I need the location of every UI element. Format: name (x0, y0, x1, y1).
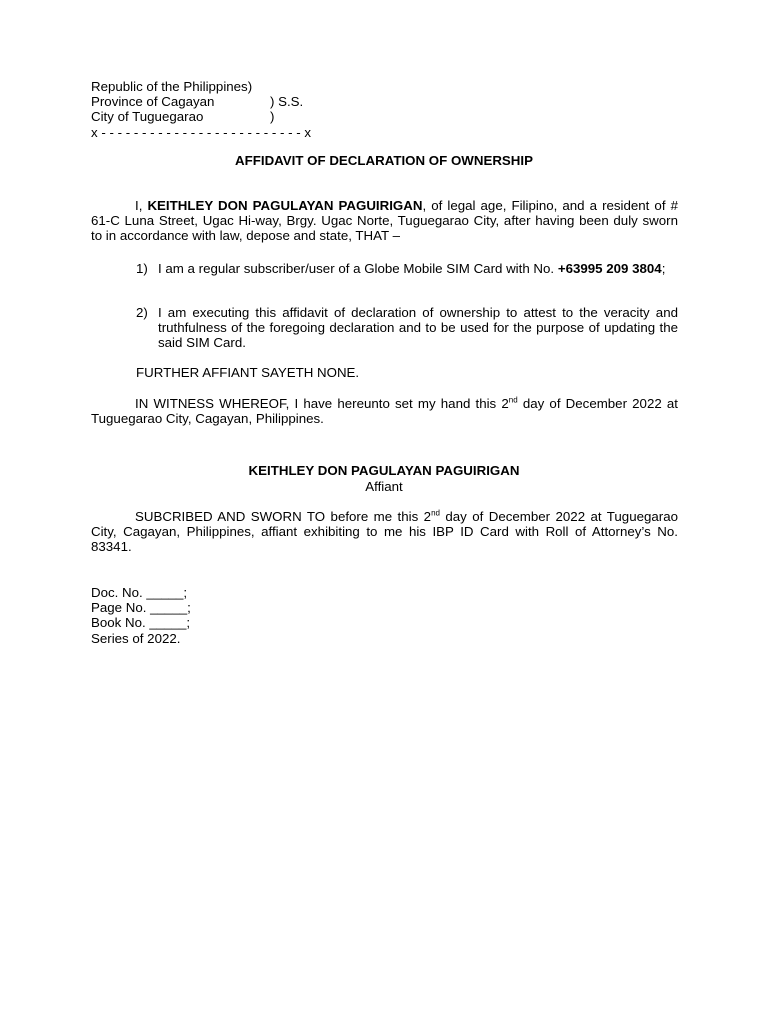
doc-number: Doc. No. _____; (91, 585, 188, 600)
venue-ss: ) S.S. (270, 94, 304, 110)
further-statement: FURTHER AFFIANT SAYETH NONE. (136, 365, 360, 380)
venue-line-2 (91, 94, 391, 109)
venue-republic: Republic of the Philippines) (91, 79, 253, 94)
statement-list (136, 261, 678, 276)
intro-prefix: I, (135, 198, 148, 213)
venue-province: Province of Cagayan (91, 94, 215, 110)
venue-paren: ) (270, 109, 275, 125)
item-punct: ; (661, 261, 666, 276)
page-number: Page No. _____; (91, 600, 191, 616)
signature-name: KEITHLEY DON PAGULAYAN PAGUIRIGAN (248, 463, 520, 478)
venue-separator: x - - - - - - - - - - - - - - - - - - - - - - - - - x (91, 124, 312, 140)
series-year: Series of 2022. (91, 630, 181, 646)
item-number: 2) (136, 305, 148, 320)
list-item (136, 305, 678, 351)
book-number: Book No. _____; (91, 615, 191, 631)
sim-number: +63995 209 3804 (557, 261, 662, 276)
sworn-paragraph (91, 509, 678, 555)
venue-city: City of Tuguegarao (91, 109, 204, 125)
document-title: AFFIDAVIT OF DECLARATION OF OWNERSHIP (235, 153, 533, 168)
affiant-name-inline: KEITHLEY DON PAGULAYAN PAGUIRIGAN (147, 198, 423, 213)
item-text: I am executing this affidavit of declaration of ownership to attest to the veracity and truthfulness of the foregoing declaration and to be used for the purpose of updating the said SIM Card. (158, 305, 678, 351)
item-number: 1) (136, 261, 148, 276)
venue-block (91, 79, 391, 140)
intro-paragraph (91, 198, 678, 244)
sworn-before: SUBCRIBED AND SWORN TO before me this 2 (135, 509, 432, 524)
witness-after: day of December 2022 at Tuguegarao City, Cagayan, Philippines. (91, 396, 678, 427)
witness-before: IN WITNESS WHEREOF, I have hereunto set my hand this 2 (135, 396, 509, 411)
witness-paragraph (91, 396, 678, 426)
statement-list-2 (136, 305, 678, 351)
venue-line-3 (91, 109, 391, 124)
notary-register (91, 585, 191, 646)
item-text: I am a regular subscriber/user of a Globe Mobile SIM Card with No. (158, 261, 558, 276)
venue-line-1 (91, 79, 391, 94)
sworn-after: day of December 2022 at Tuguegarao City, Cagayan, Philippines, affiant exhibiting to me his IBP ID Card with Roll of Attorney’s No. 83341. (91, 509, 678, 555)
ordinal-suffix: nd (508, 395, 518, 405)
signature-role: Affiant (365, 479, 403, 494)
list-item (136, 261, 678, 276)
ordinal-suffix: nd (431, 508, 440, 518)
intro-rest: , of legal age, Filipino, and a resident of # 61-C Luna Street, Ugac Hi-way, Brgy. Ugac Norte, Tuguegarao City, after having been duly sworn to in accordance with law, depose and state, THAT – (91, 198, 678, 244)
